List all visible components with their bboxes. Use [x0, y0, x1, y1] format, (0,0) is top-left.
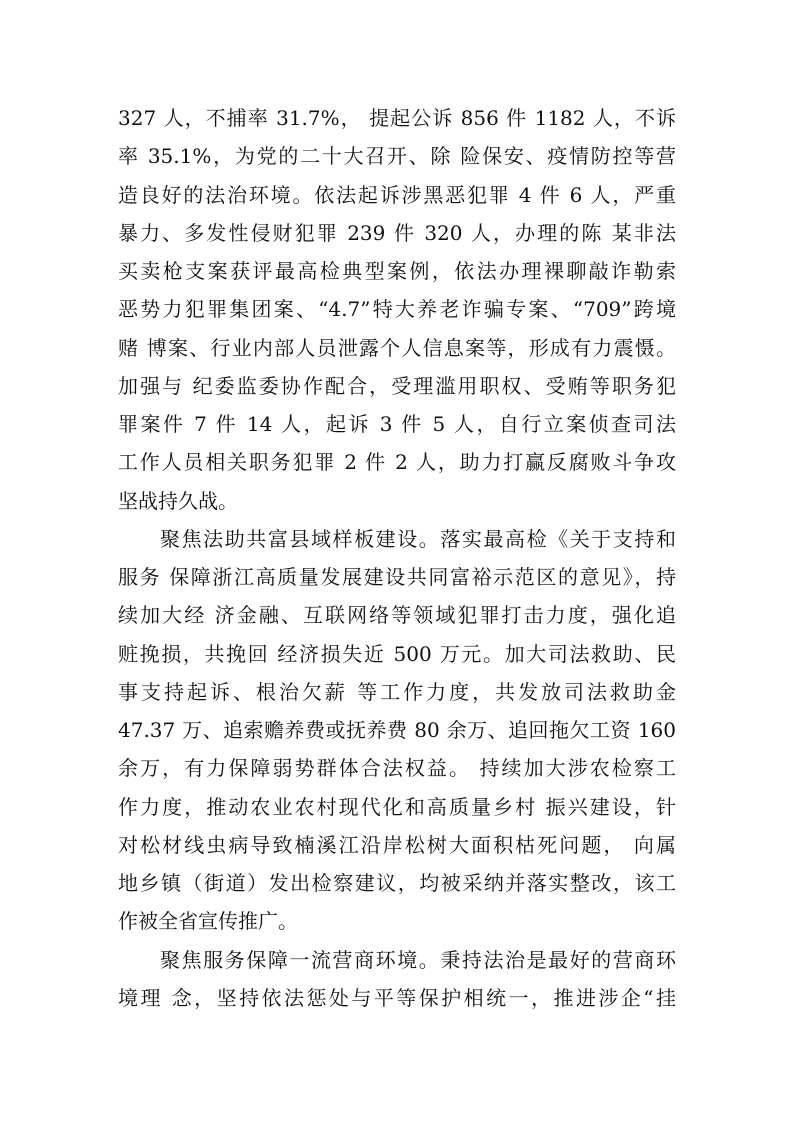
text-line: 买卖枪支案获评最高检典型案例，依法办理裸聊敲诈勒索	[118, 259, 676, 284]
text-line: 余万，有力保障弱势群体合法权益。 持续加大涉农检察工	[118, 756, 676, 781]
text-line: 造良好的法治环境。依法起诉涉黑恶犯罪 4 件 6 人，严重	[118, 182, 676, 207]
text-line: 续加大经 济金融、互联网络等领域犯罪打击力度，强化追	[118, 603, 676, 628]
text-line: 作被全省宣传推广。	[118, 909, 298, 934]
text-line: 率 35.1%，为党的二十大召开、除 险保安、疫情防控等营	[118, 144, 676, 169]
text-line: 工作人员相关职务犯罪 2 件 2 人，助力打赢反腐败斗争攻	[118, 450, 676, 475]
text-line: 47.37 万、追索赡养费或抚养费 80 余万、追回拖欠工资 160	[118, 718, 676, 743]
text-line: 恶势力犯罪集团案、“4.7”特大养老诈骗专案、“709”跨境	[118, 297, 676, 322]
text-line: 加强与 纪委监委协作配合，受理滥用职权、受贿等职务犯	[118, 373, 676, 398]
text-line: 服务 保障浙江高质量发展建设共同富裕示范区的意见》，持	[118, 565, 676, 590]
text-line: 坚战持久战。	[118, 488, 238, 513]
paragraph-first-line: 聚焦法助共富县域样板建设。落实最高检《关于支持和	[160, 526, 676, 551]
text-line: 暴力、多发性侵财犯罪 239 件 320 人，办理的陈 某非法	[118, 220, 676, 245]
paragraph-first-line: 聚焦服务保障一流营商环境。秉持法治是最好的营商环	[160, 947, 676, 972]
text-line: 境理 念，坚持依法惩处与平等保护相统一，推进涉企“挂	[118, 986, 676, 1010]
text-line: 赃挽损，共挽回 经济损失近 500 万元。加大司法救助、民	[118, 641, 676, 666]
text-line: 地乡镇（街道）发出检察建议，均被采纳并落实整改，该工	[118, 871, 676, 896]
text-line: 事支持起诉、根治欠薪 等工作力度，共发放司法救助金	[118, 679, 676, 704]
text-line: 作力度，推动农业农村现代化和高质量乡村 振兴建设，针	[118, 794, 676, 819]
text-line: 327 人，不捕率 31.7%， 提起公诉 856 件 1182 人，不诉	[118, 106, 676, 130]
text-line: 赌 博案、行业内部人员泄露个人信息案等，形成有力震慑。	[118, 335, 676, 360]
text-line: 对松材线虫病导致楠溪江沿岸松树大面积枯死问题， 向属	[118, 832, 676, 857]
text-line: 罪案件 7 件 14 人，起诉 3 件 5 人，自行立案侦查司法	[118, 412, 676, 437]
